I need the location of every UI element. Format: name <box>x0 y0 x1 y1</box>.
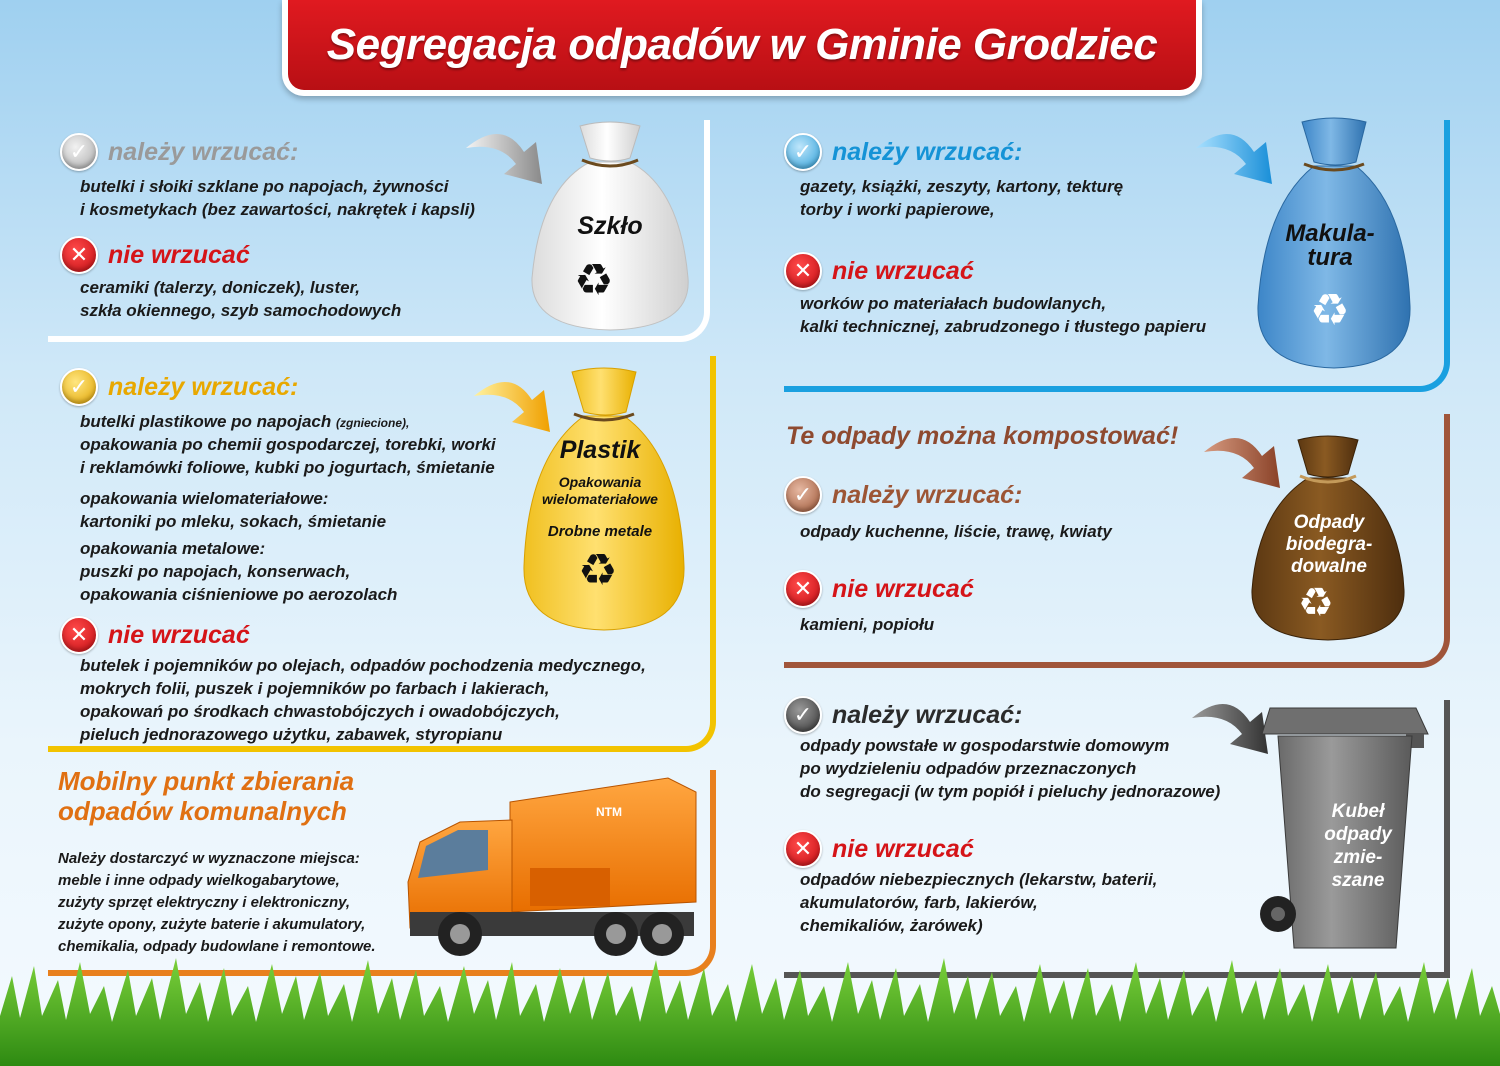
check-icon: ✓ <box>784 696 822 734</box>
mobile-text: Należy dostarczyć w wyznaczone miejsca: meble i inne odpady wielkogabarytowe, zużyty sprzęt elektryczny i elektroniczny, zużyte opony, zużyte baterie i akumulatory, chemikalia, odpady budowlane i remontowe. <box>58 850 376 955</box>
paper-yes-text: gazety, książki, zeszyty, kartony, tekturę torby i worki papierowe, <box>800 177 1124 219</box>
plastic-no-text: butelek i pojemników po olejach, odpadów pochodzenia medycznego, mokrych folii, puszek i pojemników po farbach i lakierach, opakowań po środkach chwastobójczych i owadobójczych, pieluch jednorazowego użytku, zabawek, styropianu <box>80 656 646 744</box>
grass-decoration <box>0 956 1500 1066</box>
plastic-multi-text: opakowania wielomateriałowe: kartoniki po mleku, sokach, śmietanie <box>80 489 387 531</box>
glass-yes-label: należy wrzucać: <box>108 137 299 166</box>
recycle-icon: ♻ <box>1310 286 1350 335</box>
glass-no-text: ceramiki (talerzy, doniczek), luster, szkła okiennego, szyb samochodowych <box>80 278 402 320</box>
garbage-truck-icon <box>400 772 704 962</box>
check-icon: ✓ <box>784 133 822 171</box>
glass-yes-text: butelki i słoiki szklane po napojach, żywności i kosmetykach (bez zawartości, nakrętek i kapsli) <box>80 177 475 219</box>
bio-yes-text: odpady kuchenne, liście, trawę, kwiaty <box>800 522 1112 541</box>
truck-brand: NTM <box>596 805 622 819</box>
paper-no-header <box>784 252 974 290</box>
recycle-icon: ♻ <box>1298 581 1334 625</box>
bio-bag-label: Odpady biodegra- dowalne <box>1285 512 1373 577</box>
bio-yes-label: należy wrzucać: <box>832 480 1023 509</box>
check-icon: ✓ <box>60 368 98 406</box>
recycle-icon: ♻ <box>578 546 618 595</box>
plastic-yes-text-2: opakowania po chemii gospodarczej, torebki, worki i reklamówki foliowe, kubki po jogurtach, śmietanie <box>80 435 496 477</box>
check-icon: ✓ <box>60 133 98 171</box>
bio-no-text: kamieni, popiołu <box>800 615 935 634</box>
mixed-no-text: odpadów niebezpiecznych (lekarstw, baterii, akumulatorów, farb, lakierów, chemikaliów, żarówek) <box>800 870 1158 935</box>
mixed-yes-header <box>784 696 1022 734</box>
bio-yes-header <box>784 476 1022 514</box>
bio-no-header <box>784 570 974 608</box>
check-icon: ✓ <box>784 476 822 514</box>
cross-icon: ✕ <box>60 236 98 274</box>
glass-bag-label: Szkło <box>577 212 643 240</box>
plastic-yes-text-1: butelki plastikowe po napojach <box>80 412 336 431</box>
plastic-bag-sub-2: Drobne metale <box>547 523 653 540</box>
plastic-no-label: nie wrzucać <box>108 620 250 649</box>
plastic-metal-text: opakowania metalowe: puszki po napojach, konserwach, opakowania ciśnieniowe po aerozolach <box>80 539 398 604</box>
recycle-icon: ♻ <box>574 256 614 305</box>
bio-no-label: nie wrzucać <box>832 574 974 603</box>
plastic-yes-text-line1 <box>80 410 409 435</box>
plastic-yes-header <box>60 368 298 406</box>
plastic-bag-label: Plastik <box>559 436 641 464</box>
mixed-no-header <box>784 830 974 868</box>
paper-no-text: worków po materiałach budowlanych, kalki technicznej, zabrudzonego i tłustego papieru <box>800 294 1207 336</box>
mobile-title: Mobilny punkt zbierania odpadów komunalnych <box>58 766 355 826</box>
title-banner <box>282 0 1202 96</box>
cross-icon: ✕ <box>784 252 822 290</box>
glass-yes-header <box>60 133 298 171</box>
mixed-bin-label: Kubeł odpady zmie- szane <box>1324 801 1392 891</box>
glass-no-header <box>60 236 250 274</box>
plastic-no-header <box>60 616 250 654</box>
mixed-yes-label: należy wrzucać: <box>832 700 1023 729</box>
plastic-yes-label: należy wrzucać: <box>108 372 299 401</box>
mixed-no-label: nie wrzucać <box>832 834 974 863</box>
cross-icon: ✕ <box>784 830 822 868</box>
bio-heading: Te odpady można kompostować! <box>786 422 1179 450</box>
plastic-yes-text-1-note: (zgniecione), <box>336 416 410 430</box>
paper-yes-header <box>784 133 1022 171</box>
paper-no-label: nie wrzucać <box>832 256 974 285</box>
cross-icon: ✕ <box>784 570 822 608</box>
glass-no-label: nie wrzucać <box>108 240 250 269</box>
paper-bag-label: Makula- tura <box>1285 220 1375 271</box>
cross-icon: ✕ <box>60 616 98 654</box>
paper-yes-label: należy wrzucać: <box>832 137 1023 166</box>
page-title: Segregacja odpadów w Gminie Grodziec <box>326 20 1158 69</box>
mixed-yes-text: odpady powstałe w gospodarstwie domowym po wydzieleniu odpadów przeznaczonych do segregacji (w tym popiół i pieluchy jednorazowe) <box>800 736 1221 801</box>
plastic-bag-sub-1: Opakowania wielomateriałowe <box>542 474 658 507</box>
